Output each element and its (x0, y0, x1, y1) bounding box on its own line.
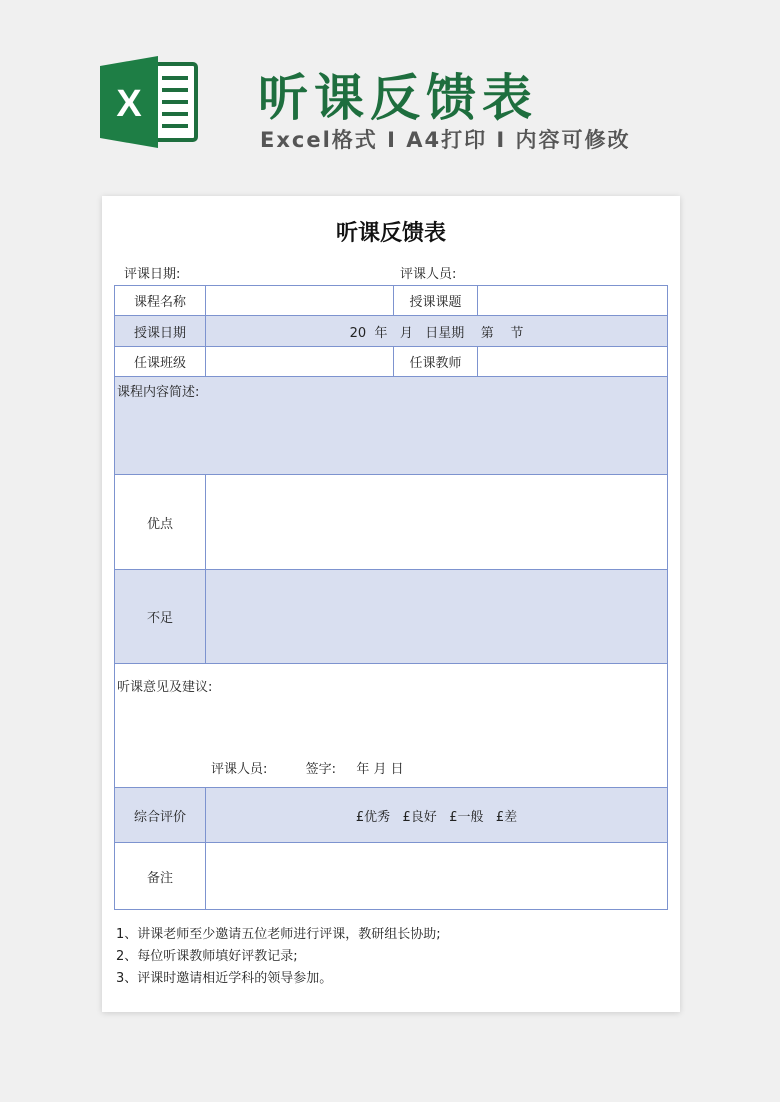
sign-label: 签字: (305, 762, 337, 777)
feedback-table (114, 285, 668, 910)
strengths-label: 优点 (115, 475, 206, 570)
course-topic-field[interactable] (478, 286, 668, 316)
note-item: 1、讲课老师至少邀请五位老师进行评课，教研组长协助; (116, 927, 441, 942)
banner (0, 0, 780, 190)
document-title: 听课反馈表 (335, 221, 446, 246)
sign-evaluator-label: 评课人员: (211, 762, 268, 777)
document-page (102, 196, 680, 1012)
sign-row (211, 758, 404, 777)
evaluator-label: 评课人员: (400, 267, 457, 282)
notes-list (116, 924, 441, 990)
teach-date-label: 授课日期 (115, 316, 206, 347)
course-name-field[interactable] (206, 286, 394, 316)
teacher-field[interactable] (478, 347, 668, 377)
teach-date-field[interactable]: 20 年 月 日星期 第 节 (206, 316, 668, 347)
strengths-field[interactable] (206, 475, 668, 570)
svg-text:X: X (116, 83, 142, 125)
weaknesses-label: 不足 (115, 570, 206, 664)
remarks-label: 备注 (115, 843, 206, 910)
class-field[interactable] (206, 347, 394, 377)
class-label: 任课班级 (115, 347, 206, 377)
course-topic-label: 授课课题 (394, 286, 478, 316)
overall-label: 综合评价 (115, 788, 206, 843)
content-summary-field[interactable] (115, 377, 668, 475)
remarks-field[interactable] (206, 843, 668, 910)
banner-subtitle: Excel格式 I A4打印 I 内容可修改 (260, 128, 631, 152)
sign-date: 年 月 日 (356, 762, 404, 777)
opinion-label: 听课意见及建议: (117, 680, 213, 695)
content-summary-label: 课程内容简述: (117, 385, 200, 400)
opinion-field[interactable] (115, 664, 668, 788)
eval-date-label: 评课日期: (124, 267, 181, 282)
note-item: 3、评课时邀请相近学科的领导参加。 (116, 971, 333, 986)
banner-title: 听课反馈表 (258, 69, 538, 127)
weaknesses-field[interactable] (206, 570, 668, 664)
teacher-label: 任课教师 (394, 347, 478, 377)
overall-options[interactable]: £优秀 £良好 £一般 £差 (206, 788, 668, 843)
course-name-label: 课程名称 (115, 286, 206, 316)
excel-icon (100, 56, 200, 148)
note-item: 2、每位听课教师填好评教记录; (116, 949, 298, 964)
